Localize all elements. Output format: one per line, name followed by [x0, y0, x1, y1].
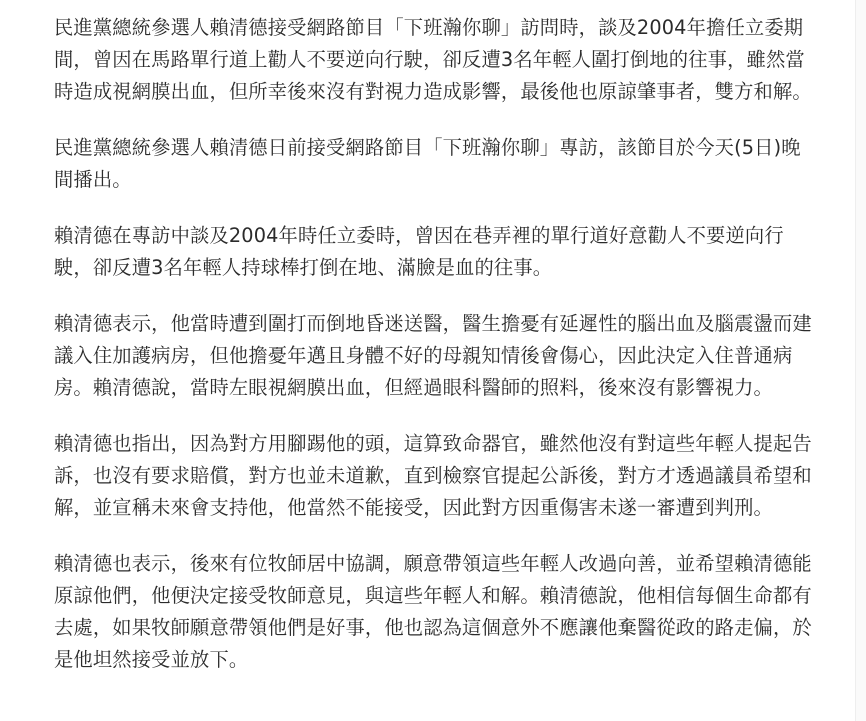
paragraph-3: 賴清德在專訪中談及2004年時任立委時，曾因在巷弄裡的單行道好意勸人不要逆向行駛，卻反遭3名年輕人持球棒打倒在地、滿臉是血的往事。: [54, 224, 784, 279]
paragraph-1: 民進黨總統參選人賴清德接受網路節目「下班瀚你聊」訪問時，談及2004年擔任立委期間，曾因在馬路單行道上勸人不要逆向行駛，卻反遭3名年輕人圍打倒地的往事，雖然當時造成視網膜出血，但所幸後來沒有對視力造成影響，最後他也原諒肇事者，雙方和解。: [54, 16, 812, 103]
paragraph-2: 民進黨總統參選人賴清德日前接受網路節目「下班瀚你聊」專訪，該節目於今天(5日)晚間播出。: [54, 136, 801, 191]
vertical-scrollbar[interactable]: [855, 0, 866, 721]
paragraph-6: 賴清德也表示，後來有位牧師居中協調，願意帶領這些年輕人改過向善，並希望賴清德能原諒他們，他便決定接受牧師意見，與這些年輕人和解。賴清德說，他相信每個生命都有去處，如果牧師願意帶領他們是好事，他也認為這個意外不應讓他棄醫從政的路走偏，於是他坦然接受並放下。: [54, 552, 812, 671]
article-body: [54, 12, 816, 676]
paragraph-5: 賴清德也指出，因為對方用腳踢他的頭，這算致命器官，雖然他沒有對這些年輕人提起告訴，也沒有要求賠償，對方也並未道歉，直到檢察官提起公訴後，對方才透過議員希望和解，並宣稱未來會支持他，他當然不能接受，因此對方因重傷害未遂一審遭到判刑。: [54, 432, 812, 519]
paragraph-4: 賴清德表示，他當時遭到圍打而倒地昏迷送醫，醫生擔憂有延遲性的腦出血及腦震盪而建議入住加護病房，但他擔憂年邁且身體不好的母親知情後會傷心，因此決定入住普通病房。賴清德說，當時左眼視網膜出血，但經過眼科醫師的照料，後來沒有影響視力。: [54, 312, 812, 399]
